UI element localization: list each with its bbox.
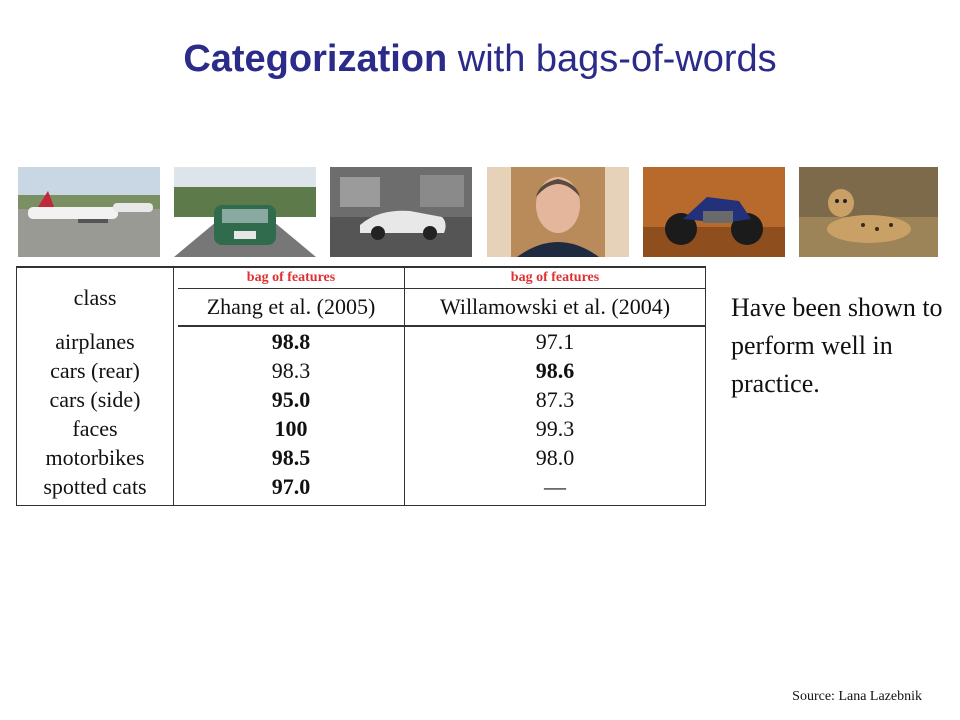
table-row	[17, 327, 706, 356]
motorbike-image	[643, 167, 785, 257]
cell-willamowski: 98.0	[405, 443, 706, 472]
car-rear-image	[174, 167, 316, 257]
cell-zhang: 95.0	[271, 386, 311, 412]
table-row	[17, 385, 706, 414]
row-class: spotted cats	[17, 472, 174, 506]
row-class: cars (side)	[17, 385, 174, 414]
title-rest: with bags-of-words	[447, 38, 777, 80]
cell-zhang: 98.8	[271, 328, 311, 354]
cell-willamowski: 99.3	[405, 414, 706, 443]
cell-zhang: 100	[274, 415, 308, 441]
table-row	[17, 472, 706, 506]
side-note: Have been shown to perform well in practice.	[731, 293, 943, 398]
airplanes-image	[18, 167, 160, 257]
car-side-image	[330, 167, 472, 257]
method-zhang: Zhang et al. (2005)	[178, 289, 405, 327]
table-row	[17, 414, 706, 443]
face-image	[487, 167, 629, 257]
slide-title	[0, 38, 960, 81]
table-row	[17, 356, 706, 385]
cell-zhang: 97.0	[178, 472, 405, 506]
spotted-cat-image	[799, 167, 938, 257]
class-header: class	[17, 267, 174, 327]
title-bold: Categorization	[183, 38, 448, 80]
bag-label-willamowski: bag of features	[405, 267, 706, 289]
table-row	[17, 443, 706, 472]
row-class: cars (rear)	[17, 356, 174, 385]
cell-willamowski: —	[405, 472, 706, 506]
row-class: airplanes	[17, 327, 174, 356]
row-class: faces	[17, 414, 174, 443]
cell-zhang: 98.3	[271, 357, 311, 383]
results-table	[16, 266, 706, 506]
source-credit: Source: Lana Lazebnik	[792, 689, 922, 704]
method-willamowski: Willamowski et al. (2004)	[405, 289, 706, 327]
bag-label-zhang: bag of features	[246, 270, 336, 285]
cell-willamowski: 98.6	[405, 356, 706, 385]
cell-zhang: 98.5	[271, 444, 311, 470]
cell-willamowski: 87.3	[405, 385, 706, 414]
cell-willamowski: 97.1	[405, 327, 706, 356]
row-class: motorbikes	[17, 443, 174, 472]
